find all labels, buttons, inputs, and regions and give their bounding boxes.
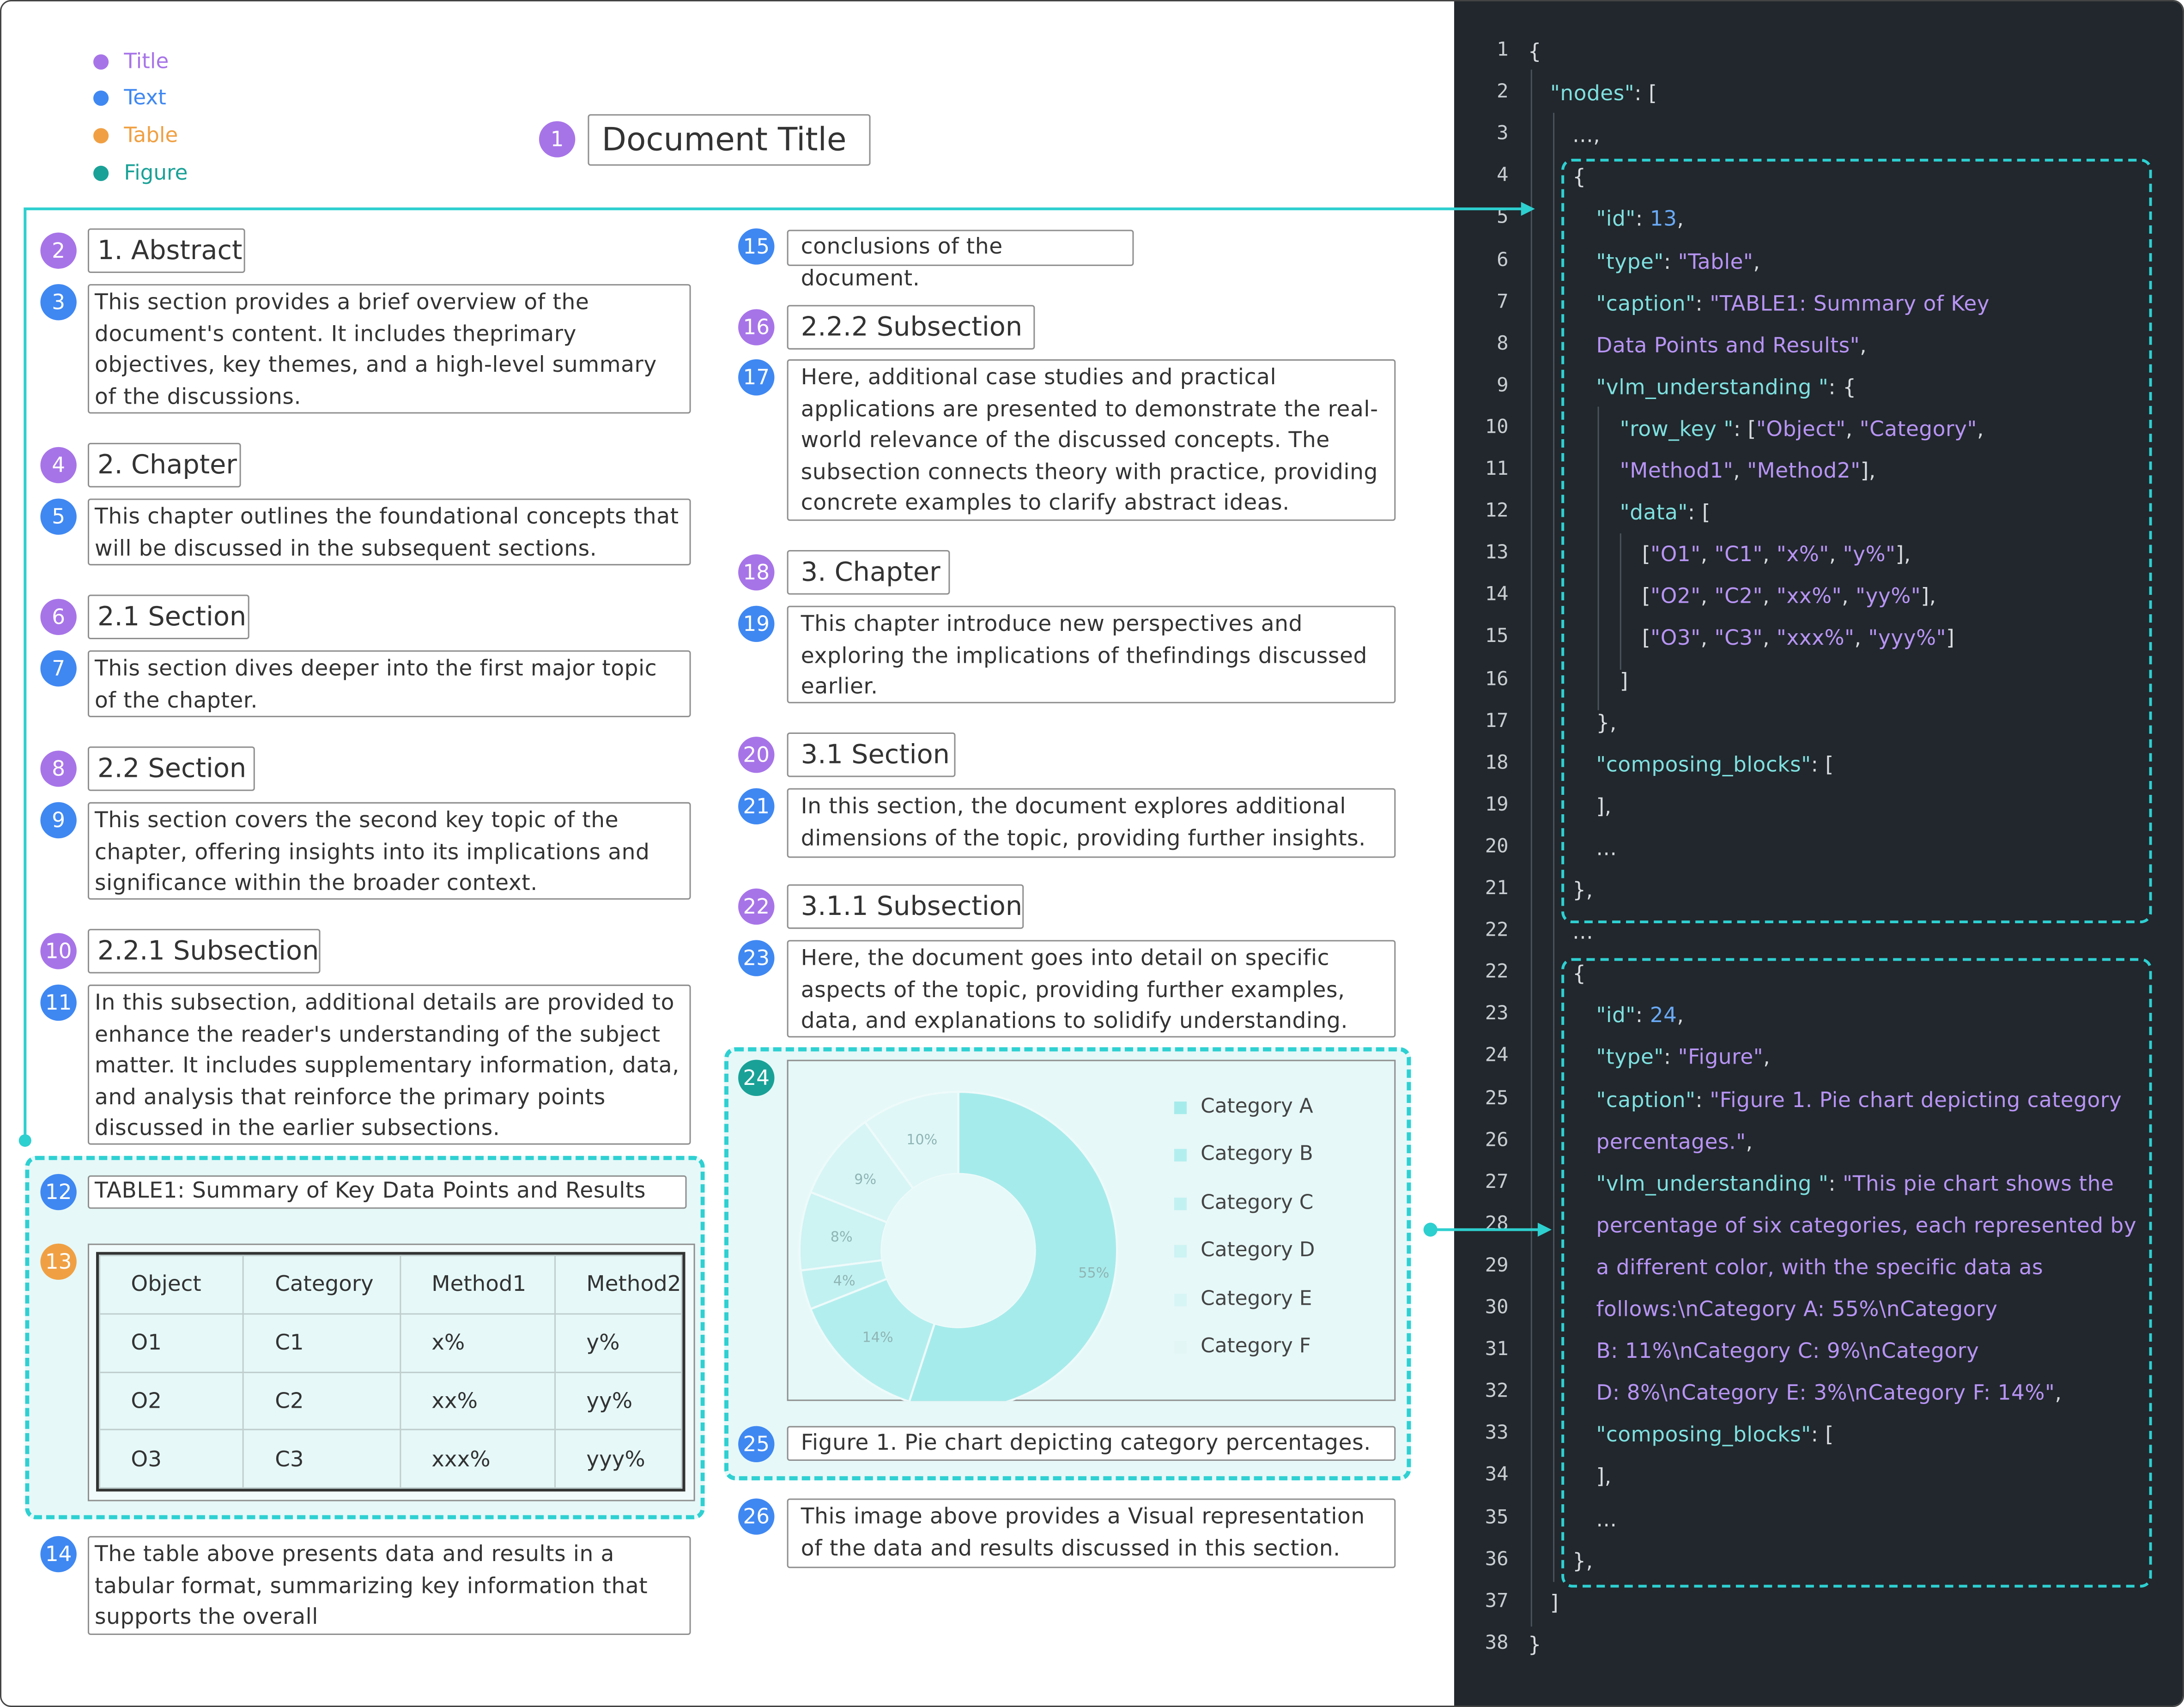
code-token: , xyxy=(1854,626,1869,651)
code-token: D: 8%\nCategory E: 3%\nCategory F: 14%" xyxy=(1596,1380,2055,1405)
code-token: , xyxy=(1746,1129,1753,1154)
line-number: 22 xyxy=(1485,961,1509,984)
table-connector xyxy=(25,209,1526,1139)
code-token: "yy%" xyxy=(1856,584,1921,609)
line-number: 30 xyxy=(1485,1296,1509,1319)
code-token: "vlm_understanding " xyxy=(1596,374,1829,400)
code-token: : xyxy=(1635,206,1650,232)
line-number: 19 xyxy=(1485,793,1509,816)
table-cell: yyy% xyxy=(555,1430,682,1488)
document-title: Document Title xyxy=(588,114,870,166)
code-token: follows:\nCategory A: 55%\nCategory xyxy=(1596,1296,1998,1322)
chart-legend-label: Category D xyxy=(1201,1239,1315,1262)
code-token: , xyxy=(1763,542,1777,567)
code-token: "vlm_understanding " xyxy=(1596,1170,1829,1196)
badge-26: 26 xyxy=(738,1498,774,1534)
code-token: "Method1" xyxy=(1620,458,1734,484)
table-cell: O2 xyxy=(100,1372,244,1430)
line-number: 33 xyxy=(1485,1422,1509,1445)
pie-slice-label: 14% xyxy=(862,1329,893,1346)
arrow-head-icon xyxy=(1538,1223,1552,1236)
subsection222-text: Here, additional case studies and practical applications are presented to demonstrate the real-world relevance of the discussed concepts. The subsection connects theory with practice, providing concrete examples to clarify abstract ideas. xyxy=(787,359,1396,521)
line-number: 37 xyxy=(1485,1590,1509,1612)
table-cell: y% xyxy=(555,1314,682,1372)
abstract-heading: 1. Abstract xyxy=(88,228,245,272)
section21-text: This section dives deeper into the first major topic of the chapter. xyxy=(88,650,691,717)
code-token: { xyxy=(1572,164,1586,190)
chart-legend-label: Category F xyxy=(1201,1335,1311,1358)
code-token: "id" xyxy=(1596,1003,1636,1029)
line-number: 24 xyxy=(1485,1045,1509,1067)
code-token: ], xyxy=(1895,542,1911,567)
code-token: , xyxy=(1977,416,1984,442)
code-token: "type" xyxy=(1596,248,1664,274)
code-token: , xyxy=(1700,542,1715,567)
line-number: 14 xyxy=(1485,584,1509,606)
line-number: 12 xyxy=(1485,500,1509,523)
code-token: "row_key " xyxy=(1620,416,1734,442)
code-token: "composing_blocks" xyxy=(1596,751,1811,777)
pie-slice-label: 10% xyxy=(906,1132,938,1148)
line-number: 20 xyxy=(1485,835,1509,858)
code-token: "Figure 1. Pie chart depicting category xyxy=(1710,1087,2122,1112)
code-token: "x%" xyxy=(1777,542,1829,567)
chapter3-text: This chapter introduce new perspectives and exploring the implications of thefindings discussed earlier. xyxy=(787,606,1396,703)
code-token: ... xyxy=(1596,835,1617,861)
line-number: 1 xyxy=(1497,39,1509,61)
code-token: : xyxy=(1663,248,1678,274)
table-cell: C1 xyxy=(243,1314,400,1372)
code-token: ], xyxy=(1596,1464,1612,1489)
code-token: 13 xyxy=(1650,206,1677,232)
code-token: }, xyxy=(1572,877,1593,902)
code-token: , xyxy=(1700,626,1715,651)
code-token: "O2" xyxy=(1650,584,1701,609)
subsection311-heading: 3.1.1 Subsection xyxy=(787,884,1024,929)
code-token: , xyxy=(1677,1003,1684,1029)
code-token: "Table" xyxy=(1678,248,1753,274)
chapter2-text: This chapter outlines the foundational concepts that will be discussed in the subsequent sections. xyxy=(88,498,691,565)
code-token: B: 11%\nCategory C: 9%\nCategory xyxy=(1596,1338,1979,1364)
table-cell: O1 xyxy=(100,1314,244,1372)
chart-legend-label: Category B xyxy=(1201,1143,1313,1166)
code-token: "caption" xyxy=(1596,290,1696,316)
subsection221-text: In this subsection, additional details are provided to enhance the reader's understanding of the subject matter. It includes supplementary information, data, and analysis that reinforce the primary points discussed in the earlier subsections. xyxy=(88,985,691,1145)
badge-16: 16 xyxy=(738,309,774,345)
chart-legend-label: Category A xyxy=(1201,1096,1313,1119)
code-token: [ xyxy=(1642,626,1651,651)
code-token: "C1" xyxy=(1714,542,1763,567)
code-token: ] xyxy=(1620,667,1629,693)
code-token: : xyxy=(1695,290,1710,316)
section31-text: In this section, the document explores additional dimensions of the topic, providing further insights. xyxy=(787,788,1396,858)
code-token: ], xyxy=(1596,793,1612,819)
line-number: 13 xyxy=(1485,542,1509,564)
pie-slice-label: 8% xyxy=(830,1229,853,1245)
line-number: 4 xyxy=(1497,164,1509,187)
code-token: ], xyxy=(1921,584,1936,609)
line-number: 29 xyxy=(1485,1254,1509,1277)
code-token: "type" xyxy=(1596,1045,1664,1070)
line-number: 25 xyxy=(1485,1087,1509,1109)
chapter3-heading: 3. Chapter xyxy=(787,550,950,594)
code-token: Data Points and Results" xyxy=(1596,332,1860,357)
pie-slice-label: 9% xyxy=(854,1171,877,1188)
badge-23: 23 xyxy=(738,940,774,976)
code-token: "C3" xyxy=(1714,626,1763,651)
code-token: "TABLE1: Summary of Key xyxy=(1710,290,1990,316)
after-table-text: The table above presents data and results in a tabular format, summarizing key information that supports the overall xyxy=(88,1536,691,1635)
table-cell: xxx% xyxy=(400,1430,555,1488)
line-number: 31 xyxy=(1485,1338,1509,1361)
code-token: , xyxy=(1700,584,1715,609)
chart-legend-label: Category E xyxy=(1201,1288,1312,1311)
code-token: percentages." xyxy=(1596,1129,1746,1154)
table-cell: x% xyxy=(400,1314,555,1372)
code-token: { xyxy=(1528,39,1542,64)
badge-24: 24 xyxy=(738,1060,774,1096)
badge-11: 11 xyxy=(40,985,76,1021)
code-token: percentage of six categories, each represented by xyxy=(1596,1212,2137,1238)
code-token: "O3" xyxy=(1650,626,1701,651)
line-number: 22 xyxy=(1485,919,1509,942)
code-token: ] xyxy=(1550,1590,1559,1615)
line-number: 2 xyxy=(1497,81,1509,103)
chapter2-heading: 2. Chapter xyxy=(88,443,241,487)
code-token: , xyxy=(1753,248,1760,274)
line-number: 32 xyxy=(1485,1380,1509,1403)
legend-label: Title xyxy=(124,48,169,74)
badge-14: 14 xyxy=(40,1536,76,1572)
conclusions-text: conclusions of the document. xyxy=(787,230,1134,266)
line-number: 18 xyxy=(1485,751,1509,774)
line-number: 11 xyxy=(1485,458,1509,481)
badge-13: 13 xyxy=(40,1244,76,1280)
code-token: "Figure" xyxy=(1678,1045,1764,1070)
code-token: , xyxy=(1860,332,1867,357)
badge-1: 1 xyxy=(539,121,575,157)
badge-15: 15 xyxy=(738,228,774,264)
code-token: , xyxy=(1845,416,1860,442)
code-token: : xyxy=(1663,1045,1678,1070)
code-token: [ xyxy=(1642,584,1651,609)
code-token: , xyxy=(1842,584,1856,609)
code-token: ... xyxy=(1596,1506,1617,1531)
line-number: 6 xyxy=(1497,248,1509,271)
table-header-cell: Object xyxy=(100,1255,244,1314)
code-token: "nodes" xyxy=(1550,81,1635,106)
code-token: : [ xyxy=(1811,1422,1834,1447)
line-number: 26 xyxy=(1485,1129,1509,1151)
table-cell: C2 xyxy=(243,1372,400,1430)
line-number: 15 xyxy=(1485,626,1509,648)
legend-label: Text xyxy=(124,85,166,110)
code-token: a different color, with the specific data as xyxy=(1596,1254,2044,1280)
badge-6: 6 xyxy=(40,599,76,635)
chart-legend-label: Category C xyxy=(1201,1192,1314,1215)
code-token: ... xyxy=(1572,919,1594,944)
line-number: 7 xyxy=(1497,290,1509,313)
code-token: ..., xyxy=(1572,122,1601,148)
section21-heading: 2.1 Section xyxy=(88,595,249,639)
code-token: "data" xyxy=(1620,500,1688,526)
badge-20: 20 xyxy=(738,737,774,773)
code-token: "xxx%" xyxy=(1777,626,1855,651)
line-number: 38 xyxy=(1485,1632,1509,1654)
line-number: 16 xyxy=(1485,667,1509,690)
code-token: } xyxy=(1528,1632,1542,1657)
code-token: : { xyxy=(1828,374,1856,400)
code-token: "Object" xyxy=(1756,416,1846,442)
badge-3: 3 xyxy=(40,284,76,320)
line-number: 27 xyxy=(1485,1170,1509,1193)
section22-heading: 2.2 Section xyxy=(88,746,255,791)
code-token: [ xyxy=(1642,542,1651,567)
table-header-cell: Category xyxy=(243,1255,400,1314)
code-token: ], xyxy=(1860,458,1876,484)
code-token: "C2" xyxy=(1714,584,1763,609)
code-token: "yyy%" xyxy=(1868,626,1947,651)
table-caption: TABLE1: Summary of Key Data Points and Results xyxy=(88,1175,687,1209)
code-token: , xyxy=(1763,626,1777,651)
line-number: 36 xyxy=(1485,1548,1509,1571)
pie-slice-label: 55% xyxy=(1078,1265,1110,1282)
badge-19: 19 xyxy=(738,606,774,642)
table-cell: C3 xyxy=(243,1430,400,1488)
line-number: 8 xyxy=(1497,332,1509,355)
code-token: { xyxy=(1572,961,1586,987)
code-token: 24 xyxy=(1650,1003,1677,1029)
badge-5: 5 xyxy=(40,498,76,534)
code-token: "O1" xyxy=(1650,542,1701,567)
badge-25: 25 xyxy=(738,1426,774,1462)
code-token: : [ xyxy=(1634,81,1657,106)
code-token: "Method2" xyxy=(1747,458,1861,484)
section22-text: This section covers the second key topic of the chapter, offering insights into its implications and significance within the broader context. xyxy=(88,802,691,900)
code-token: "This pie chart shows the xyxy=(1843,1170,2114,1196)
figure-caption: Figure 1. Pie chart depicting category percentages. xyxy=(787,1426,1396,1461)
code-token: : [ xyxy=(1733,416,1756,442)
badge-9: 9 xyxy=(40,802,76,838)
pie-slice-label: 4% xyxy=(833,1273,855,1289)
code-token: , xyxy=(1763,1045,1771,1070)
code-token: : xyxy=(1635,1003,1650,1029)
table-cell: O3 xyxy=(100,1430,244,1488)
connector-overlay xyxy=(1,1,2184,1707)
after-figure-text: This image above provides a Visual representation of the data and results discussed in this section. xyxy=(787,1498,1396,1568)
code-token: : xyxy=(1828,1170,1843,1196)
code-token: "id" xyxy=(1596,206,1636,232)
line-number: 9 xyxy=(1497,374,1509,397)
code-token: : xyxy=(1695,1087,1710,1112)
line-number: 35 xyxy=(1485,1506,1509,1529)
code-token: , xyxy=(1763,584,1777,609)
connector-dot-icon xyxy=(19,1134,31,1147)
subsection222-heading: 2.2.2 Subsection xyxy=(787,305,1035,349)
code-token: "y%" xyxy=(1843,542,1896,567)
layout-frame xyxy=(1,1,2184,1707)
badge-17: 17 xyxy=(738,359,774,395)
badge-21: 21 xyxy=(738,788,774,824)
legend-label: Figure xyxy=(124,160,188,186)
abstract-text: This section provides a brief overview of the document's content. It includes theprimary objectives, key themes, and a high-level summary of the discussions. xyxy=(88,284,691,413)
line-number: 28 xyxy=(1485,1212,1509,1235)
badge-18: 18 xyxy=(738,554,774,590)
code-token: : [ xyxy=(1687,500,1711,526)
code-token: , xyxy=(1677,206,1684,232)
line-number: 34 xyxy=(1485,1464,1509,1487)
code-token: }, xyxy=(1596,709,1617,735)
badge-7: 7 xyxy=(40,650,76,686)
line-number: 17 xyxy=(1485,709,1509,732)
connector-dot-icon xyxy=(1424,1223,1438,1236)
code-token: , xyxy=(2055,1380,2062,1405)
code-token: : [ xyxy=(1811,751,1834,777)
code-token: "xx%" xyxy=(1777,584,1842,609)
badge-4: 4 xyxy=(40,447,76,483)
table-header-cell: Method2 xyxy=(555,1255,682,1314)
badge-12: 12 xyxy=(40,1174,76,1210)
code-token: , xyxy=(1829,542,1843,567)
line-number: 3 xyxy=(1497,122,1509,145)
line-number: 10 xyxy=(1485,416,1509,439)
line-number: 23 xyxy=(1485,1003,1509,1026)
code-token: "Category" xyxy=(1859,416,1977,442)
table-header-cell: Method1 xyxy=(400,1255,555,1314)
code-token: ] xyxy=(1946,626,1955,651)
table-cell: xx% xyxy=(400,1372,555,1430)
badge-8: 8 xyxy=(40,751,76,787)
subsection221-heading: 2.2.1 Subsection xyxy=(88,929,321,973)
code-token: , xyxy=(1733,458,1747,484)
badge-2: 2 xyxy=(40,233,76,269)
section31-heading: 3.1 Section xyxy=(787,732,956,777)
code-token: "composing_blocks" xyxy=(1596,1422,1811,1447)
badge-10: 10 xyxy=(40,933,76,969)
badge-22: 22 xyxy=(738,889,774,925)
table-cell: yy% xyxy=(555,1372,682,1430)
arrow-head-icon xyxy=(1521,202,1535,216)
line-number: 21 xyxy=(1485,877,1509,900)
line-number: 5 xyxy=(1497,206,1509,229)
code-token: }, xyxy=(1572,1548,1593,1574)
subsection311-text: Here, the document goes into detail on specific aspects of the topic, providing further examples, data, and explanations to solidify understanding. xyxy=(787,940,1396,1037)
legend-label: Table xyxy=(124,122,178,148)
code-token: "caption" xyxy=(1596,1087,1696,1112)
